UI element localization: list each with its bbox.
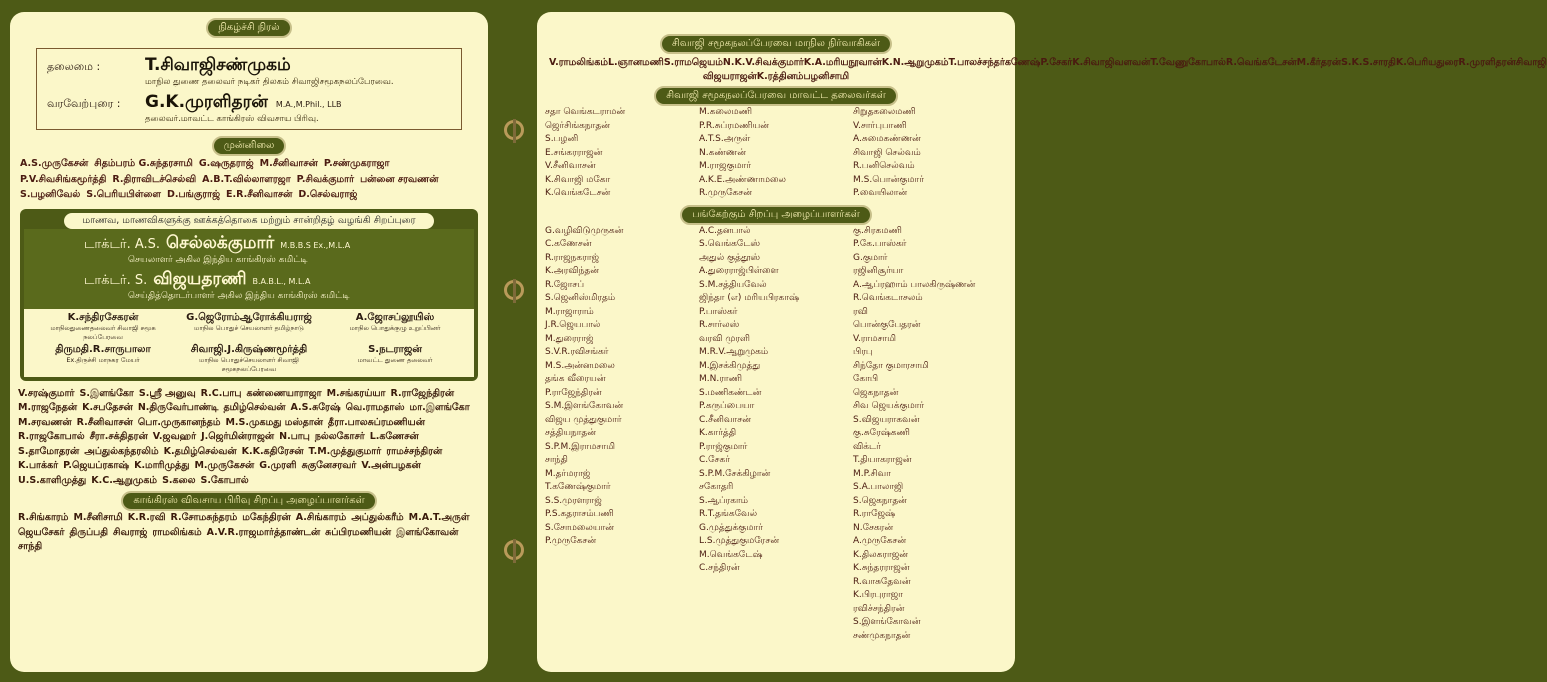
person-name: ஜெயசேகர் — [18, 526, 65, 538]
person-name: R.C.பாபு — [200, 387, 242, 399]
person-name: S.M.இளங்கோவன் — [545, 401, 624, 411]
person-name: S.M.சத்தியவேல் — [699, 279, 767, 290]
farm-tag: காங்கிரஸ் விவசாய பிரிவு சிறப்பு அழைப்பாளர்கள் — [121, 491, 376, 511]
person-name: V.ராமசாமி — [853, 333, 896, 344]
person-name: மகேந்திரன் — [242, 512, 291, 523]
person-name: S.V.R.ரவிசங்கர் — [545, 347, 609, 357]
person-name: G.முரளி — [259, 460, 297, 471]
person-name: A.சிங்காரம் — [295, 512, 347, 523]
person-name: M.ராஜகுமார் — [699, 161, 752, 171]
person-name: தீரா.பாலசுப்ரமணியன் — [328, 416, 425, 428]
person-name: சிவராஜ் — [113, 526, 148, 538]
chair-name: T.சிவாஜிசண்முகம் — [145, 55, 291, 75]
person-name: M.P.சிவா — [853, 468, 891, 479]
person-name: பன்னை சரவணன் — [360, 173, 439, 185]
person-name: சீரா.சக்திதரன் — [89, 431, 148, 442]
person-name: S.S.முரளராஜ் — [545, 495, 602, 506]
person-name: சிவ ஜெயக்குமார் — [853, 401, 925, 411]
person-name: K.சிவாஜி மகோ — [545, 174, 611, 185]
person-name: D.பங்குராஜ் — [166, 189, 221, 200]
person-name: K.K.கதிரேசன் — [241, 445, 304, 457]
person-name: விஜய முத்துகுமார் — [545, 414, 622, 425]
person-name: K.மாரிமுத்து — [134, 460, 190, 471]
person-name: K.வெங்கடேசன் — [545, 188, 611, 198]
person-name: A.S.முருகேசன் — [20, 158, 89, 169]
person-name: அப்துல்கரீம் — [351, 512, 404, 523]
person-name: S.இளங்கோவன் — [853, 617, 921, 627]
person-name: A.S.சுரேஷ் — [290, 402, 341, 413]
name-column — [853, 106, 1007, 201]
person-name: A.முருகேசன் — [853, 536, 907, 546]
person-name: சிவாஜி விஜயராஜன் — [702, 57, 1547, 82]
person-name: S.வெங்கடேஸ் — [699, 239, 761, 249]
district-tag: சிவாஜி சமூகநலப்பேரவை மாவட்ட தலைவர்கள் — [654, 86, 898, 106]
person-name: K.A.மரியநூவான் — [803, 57, 882, 68]
person-name: R.வாசுதேவன் — [853, 576, 911, 587]
person-name: A.துரைராஜ்பிள்ளை — [699, 266, 779, 276]
person-name: T.கணேஷ்குமார் — [545, 482, 611, 492]
person-name: E.R.சீனிவாசன் — [226, 189, 293, 200]
person-name: M.சீனிசாமி — [73, 512, 123, 523]
person-name: T.பாலச்சந்தர் — [948, 57, 1005, 68]
person-name: விக்டர் — [853, 441, 881, 452]
person-name: திருப்பதி — [69, 526, 109, 538]
ring — [504, 280, 524, 300]
person-name: M.சரவணன் — [18, 416, 72, 428]
chair-desc: மாநில துணை தலைவர் நடிகர் திலகம் சிவாஜிசமூகநலப்பேரவை. — [145, 77, 394, 87]
name-column — [699, 106, 853, 201]
person-name: K.N.ஆறுமுகம் — [881, 57, 949, 68]
person-name: P.சண்முகராஜா — [323, 158, 390, 169]
name-column — [853, 225, 1007, 644]
welcome-degree: M.A.,M.Phil., LLB — [275, 100, 342, 109]
person-name: N.கண்ணன் — [699, 147, 746, 158]
person-name: M.S.பொன்குமார் — [853, 174, 924, 185]
person-name: G.ஷருதராஜ் — [198, 158, 254, 169]
person-name: V.அன்பழகன் — [361, 460, 421, 471]
person-name: சிவாஜி செல்வம் — [853, 147, 921, 158]
person-name: ராமலிங்கம் — [152, 526, 202, 538]
box-person — [179, 312, 319, 342]
person-name: S.விஜயராகவன் — [853, 414, 920, 425]
person-name: A.K.E.அண்ணாமலை — [699, 174, 787, 185]
person-name: கணேஷ் — [1004, 57, 1041, 68]
person-name: R.சார்லஸ் — [699, 320, 740, 330]
welcome-desc: தலைவர்.மாவட்ட காங்கிரஸ் விவசாய பிரிவு. — [145, 114, 319, 124]
person-name: S.P.M.சேக்கிழான் — [699, 468, 771, 479]
box-person — [179, 344, 319, 374]
person-name: R.ராஜேஷ் — [853, 509, 896, 519]
person-name: R.ஜோசப் — [545, 279, 585, 290]
person-name: M.A.T.அருள் — [408, 512, 470, 523]
person-name: N.திருவேர்பாண்டி — [137, 402, 219, 413]
guest1-desc: செயலாளர் அகில இந்திய காங்கிரஸ் கமிட்டி — [128, 254, 308, 265]
person-name: வரவி முரளி — [699, 333, 750, 344]
person-name: A.V.R.ராஜமார்த்தாண்டன் — [206, 526, 321, 538]
person-name: M.ராஜநேதன் — [18, 402, 78, 413]
person-name: N.K.V.சிவக்குமார் — [722, 57, 804, 68]
person-name: R.பனிசெல்வம் — [853, 161, 915, 171]
box-person-desc: மாநில பொதுச்செயலாளர் சிவாஜி சமூகநலப்பேரவை — [199, 355, 299, 373]
person-name: P.சிவக்குமார் — [296, 173, 355, 185]
person-name: R.ராஜநகராஜ் — [545, 252, 600, 263]
person-name: S.ஆப்ரகாம் — [699, 495, 749, 506]
person-name: S.இளங்கோ — [79, 387, 134, 399]
person-name: S.தாமோதரன் — [18, 445, 80, 457]
person-name: K.பெரியதுரை — [1395, 57, 1459, 68]
person-name: தங்க வீரையன் — [545, 374, 606, 384]
person-name: P.முருகேசன் — [545, 536, 597, 546]
person-name: R.சீனிவாசன் — [76, 416, 133, 428]
person-name: R.ராஜகோபால் — [18, 431, 85, 442]
person-name: K.R.ரவி — [127, 512, 166, 523]
box-person-name: A.ஜோசப்லூயிஸ் — [355, 311, 435, 323]
box-person-name: திருமதி.R.சாருபாலா — [55, 343, 151, 355]
person-name: ரவிச்சந்திரன் — [853, 603, 905, 614]
ring — [504, 540, 524, 560]
names-block — [10, 387, 488, 489]
guest1-name: செல்லக்குமார் — [166, 232, 275, 253]
box-names — [24, 309, 474, 377]
person-name: ஜெகநாதன் — [853, 387, 899, 398]
person-name: K.பிரபுராஜா — [853, 590, 903, 600]
person-name: சத்தியநாதன் — [545, 428, 597, 438]
binding-rings — [500, 0, 528, 682]
person-name: M.கலைமணி — [699, 107, 752, 117]
person-name: P.ஜெயப்ரகாஷ் — [63, 460, 130, 471]
person-name: C.சேகர் — [699, 455, 730, 465]
state-names — [537, 54, 1547, 86]
person-name: K.C.ஆறுமுகம் — [91, 474, 158, 486]
person-name: R.வெங்கடேசன் — [1225, 57, 1297, 68]
person-name: K.சபதேசன் — [82, 402, 133, 413]
person-name: C.சீனிவாசன் — [699, 414, 751, 425]
box-person-name: சிவாஜி.J.கிருஷ்ணமூர்த்தி — [190, 343, 308, 355]
right-page — [537, 12, 1547, 672]
person-name: சண்முகநாதன் — [853, 630, 911, 641]
person-name: R.முரளிதரன் — [1458, 57, 1516, 68]
person-name: K.சிவாஜிவளவன் — [1072, 57, 1151, 68]
person-name: S.மணிகண்டன் — [699, 387, 762, 398]
person-name: K.சுந்தரராஜன் — [853, 563, 910, 573]
person-name: S.K.S.சாரதி — [1341, 57, 1396, 68]
person-name: M.சீனிவாசன் — [259, 158, 318, 169]
person-name: A.சுமைகண்ணன் — [853, 134, 921, 144]
person-name: R.T.தங்கவேல் — [699, 509, 758, 519]
person-name: V.ஜவஹர் — [152, 431, 197, 442]
person-name: U.S.காளிமுத்து — [18, 474, 87, 486]
welcome-name: G.K.முரளிதரன் — [145, 92, 268, 112]
state-tag: சிவாஜி சமூகநலப்பேரவை மாநில நிர்வாகிகள் — [660, 34, 892, 54]
person-name: L.ஞானமணி — [607, 57, 664, 68]
person-name: A.T.S.அருள் — [699, 134, 751, 144]
person-name: R.ராஜேந்திரன் — [390, 387, 455, 399]
guest1-prefix: டாக்டர். A.S. — [84, 236, 161, 252]
box-person — [325, 344, 465, 374]
person-name: R.வெங்கடாசலம் — [853, 293, 923, 303]
guest2-prefix: டாக்டர். S. — [84, 272, 148, 288]
person-name: நல்லகோசர் — [314, 431, 365, 442]
person-name: அப்துல்கந்தரலிம் — [84, 445, 159, 457]
person-name: M.இசக்கிமுத்து — [699, 360, 761, 371]
person-name: K.அரவிந்தன் — [545, 266, 600, 276]
person-name: A.ஆப்ரஹாம் பாலகிருஷ்ணன் — [853, 279, 976, 290]
guest-columns — [537, 225, 1015, 644]
person-name: S.ஜெனிஸ்மிரதம் — [545, 293, 616, 303]
person-name: மா.இளங்கோ — [409, 402, 470, 413]
person-name: C.கணேசன் — [545, 239, 592, 249]
person-name: T.தியாகராஜன் — [853, 455, 912, 465]
person-name: N.சேகரன் — [853, 522, 894, 533]
person-name: L.கணேசன் — [369, 431, 419, 442]
person-name: கு.சிரகமணி — [853, 225, 902, 236]
person-name: T.M.முத்துகுமார் — [308, 445, 382, 457]
person-name: R.முருகேசன் — [699, 188, 752, 198]
person-name: P.ராஜ்குமார் — [699, 441, 748, 452]
welcome-label: வரவேற்புரை : — [47, 97, 121, 110]
box-person-name: K.சந்திரசேகரன் — [67, 311, 139, 323]
person-name: N.பாபு — [279, 431, 310, 442]
box-person-desc: மாவட்ட துணை தலைவர் — [357, 355, 433, 364]
person-name: K.கார்த்தி — [699, 428, 737, 438]
person-name: K.ரத்தினம்பழனிசாமி — [756, 71, 850, 82]
person-name: P.R.சுப்ரமணியன் — [699, 120, 769, 131]
person-name: வெ.ராமதாஸ் — [345, 402, 405, 413]
person-name: P.S.கதராசம்பணி — [545, 509, 614, 519]
box-person — [33, 312, 173, 342]
person-name: M.N.ராணி — [699, 374, 742, 384]
person-name: S.பெரியபிள்ளை — [86, 189, 161, 200]
person-name: C.சந்திரன் — [699, 563, 740, 573]
person-name: L.S.முத்துகுமரேசன் — [699, 536, 780, 546]
guest2-degree: B.A.B.L., M.L.A — [252, 276, 311, 286]
name-column — [545, 106, 699, 201]
person-name: S.ராமஜெயம் — [663, 57, 723, 68]
person-name: தமிழ்செல்வன் — [223, 402, 286, 413]
lead-tag: முன்னிலை — [212, 136, 287, 156]
person-name: S.ஸ்ரீ அனுவு — [138, 387, 196, 399]
person-name: S.பழனிவேல் — [20, 189, 81, 200]
person-name: M.வெங்கடேஷ் — [699, 549, 763, 560]
person-name: S.பழனி — [545, 134, 579, 144]
person-name: M.S.முகமது மஸ்தான் — [225, 416, 324, 428]
name-column — [545, 225, 699, 644]
person-name: பொ.முருகானந்தம் — [137, 416, 221, 428]
person-name: சிந்தோ குமாரசாமி — [853, 360, 929, 371]
person-name: S.கோபால் — [200, 474, 249, 486]
box-person-desc: மாநில பொதுக்குழு உறுப்பினர் — [349, 323, 441, 332]
person-name: M.S.அன்னமலை — [545, 360, 615, 371]
person-name: S.ஜெகநாதன் — [853, 495, 907, 506]
person-name: V.ராமலிங்கம் — [549, 57, 608, 68]
guest2-name: விஜயதரணி — [153, 268, 247, 289]
person-name: S.P.M.இராமசாமி — [545, 441, 615, 452]
person-name: V.சரஷ்குமார் — [18, 387, 75, 399]
box-person — [325, 312, 465, 342]
box-person-name: S.நடராஜன் — [368, 343, 422, 355]
ring — [504, 120, 524, 140]
person-name: P.வையிலான் — [853, 188, 908, 198]
box-person-desc: மாநில பொதுச் செயலாளர் தமிழ்நாடு — [194, 323, 304, 332]
person-name: M.சங்கரய்யா — [326, 387, 386, 399]
person-name: S.சோமலையான் — [545, 522, 615, 533]
person-name: R.சிங்காரம் — [18, 512, 69, 523]
person-name: M.கீர்தரன் — [1296, 57, 1342, 68]
box-person-desc: Ex.திருச்சி மாநகர மேயர் — [66, 355, 140, 364]
person-name: A.B.T.வில்லாளரஜா — [202, 173, 291, 185]
program-header — [36, 48, 462, 130]
person-name: S.கலை — [162, 474, 196, 486]
person-name: G.முத்துக்குமார் — [699, 522, 763, 533]
person-name: M.தர்மராஜ் — [545, 468, 591, 479]
box-person — [33, 344, 173, 374]
box-person-name: G.ஜெரோம்ஆரோக்கியராஜ் — [186, 311, 312, 323]
person-name: K.தமிழ்செல்வன் — [163, 445, 237, 457]
person-name: P.கருப்பையா — [699, 401, 755, 411]
person-name: சதா வெங்கடராமன் — [545, 107, 626, 117]
person-name: M.R.V.ஆறுமுகம் — [699, 347, 769, 357]
person-name: ரஜினிசூர்யா — [853, 266, 904, 276]
person-name: பொன்குபேதரன் — [853, 320, 921, 330]
person-name: J.R.ஜெயபால் — [545, 320, 601, 330]
person-name: G.வழிவிடுமுருகன் — [545, 225, 624, 236]
person-name: P.பாஸ்கர் — [699, 306, 738, 317]
left-page — [10, 12, 488, 672]
person-name: K.திலகராஜன் — [853, 549, 908, 560]
person-name: P.V.சிவசிங்கமூர்த்தி — [20, 173, 107, 185]
farm-names — [10, 511, 488, 555]
person-name: P.சேகர் — [1040, 57, 1073, 68]
person-name: சிறுதகலைமணி — [853, 107, 916, 117]
person-name: P.கே.பாஸ்கர் — [853, 239, 907, 249]
chair-label: தலைமை : — [47, 60, 101, 73]
person-name: M.துரைராஜ் — [545, 333, 594, 344]
person-name: T.வேணுகோபால் — [1150, 57, 1226, 68]
person-name: இளங்கோவன் — [396, 526, 459, 538]
box-person-desc: மாநிலதுணைதலைவர் சிவாஜி சமூக நலப்பேரவை — [50, 323, 156, 341]
guests-tag: பங்கேற்கும் சிறப்பு அழைப்பாளர்கள் — [680, 205, 872, 225]
chief-guest-title: மாணவ, மாணவிகளுக்கு ஊக்கத்தொகை மற்றும் சான்றிதழ் வழங்கி சிறப்புரை — [64, 213, 434, 229]
guest1-degree: M.B.B.S Ex.,M.L.A — [280, 240, 351, 250]
person-name: ரவி — [853, 306, 868, 317]
person-name: E.சங்கரராஜன் — [545, 147, 603, 158]
person-name: A.C.தனபால் — [699, 225, 751, 236]
person-name: P.ராஜேந்திரன் — [545, 387, 602, 398]
person-name: சிதம்பரம் G.சுந்தரசாமி — [94, 158, 193, 169]
person-name: R.திராவிடச்செல்வி — [112, 173, 197, 185]
lead-names — [10, 156, 488, 203]
person-name: M.ராஜாராம் — [545, 306, 594, 317]
person-name: J.ஜெர்மின்ராஜன் — [201, 431, 275, 442]
person-name: S.A.பாலாஜி — [853, 482, 904, 492]
person-name: சகோதரி — [699, 482, 734, 492]
name-column — [699, 225, 853, 644]
person-name: V.சீனிவாசன் — [545, 161, 596, 171]
person-name: சுகுனேசரவர் — [301, 460, 357, 471]
person-name: M.முருகேசன் — [194, 460, 255, 471]
person-name: ஜிந்தா (எ) மரியபிரகாஷ் — [699, 293, 800, 303]
chief-guest-box — [20, 209, 478, 381]
person-name: ஜெர்சிங்கநாதன் — [545, 120, 610, 131]
person-name: கு.சுரேஷ்கணி — [853, 428, 910, 438]
person-name: பிரபு — [853, 347, 873, 357]
person-name: சுப்பிரமணியன் — [325, 526, 392, 538]
person-name: அதுல் குத்தூஸ் — [699, 252, 761, 263]
person-name: சாந்தி — [18, 541, 43, 552]
guest2-desc: செய்தித்தொடர்பாளர் அகில இந்திய காங்கிரஸ் கமிட்டி — [128, 290, 350, 301]
district-columns — [537, 106, 1015, 201]
person-name: கண்ணையாராஜா — [246, 387, 322, 399]
program-tag: நிகழ்ச்சி நிரல் — [206, 18, 291, 38]
person-name: சாந்தி — [545, 455, 568, 465]
person-name: R.சோமசுந்தரம் — [170, 512, 238, 523]
person-name: K.பாக்கர் — [18, 460, 59, 471]
person-name: D.செல்வராஜ் — [298, 189, 358, 200]
person-name: G.குமார் — [853, 252, 888, 263]
person-name: ராமச்சந்திரன் — [386, 445, 443, 457]
person-name: V.சார்புபாணி — [853, 120, 907, 131]
person-name: கோபி — [853, 374, 879, 384]
